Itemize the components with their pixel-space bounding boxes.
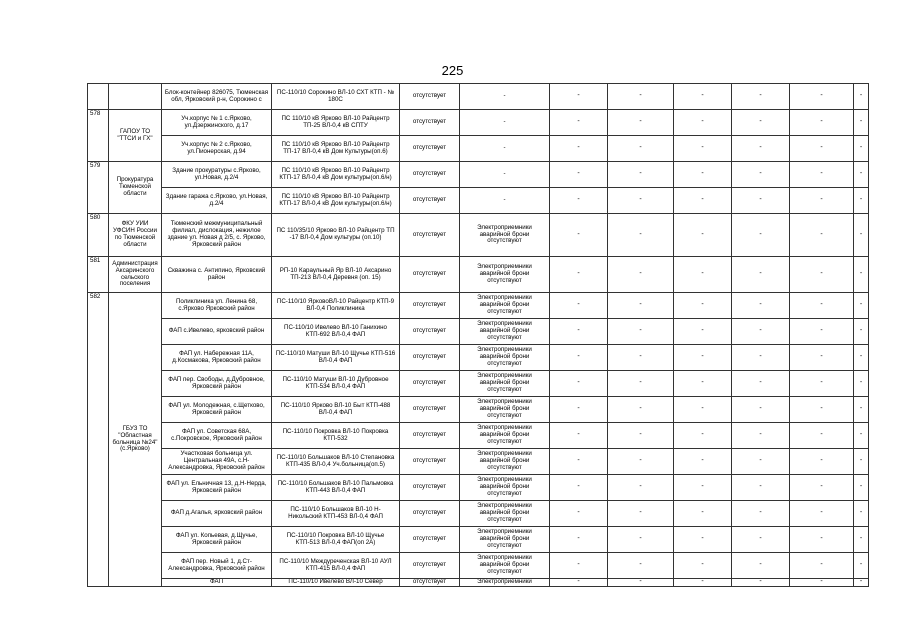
dash-cell: - [550,188,608,214]
dash-cell: - [674,501,732,527]
status-cell: отсутствует [400,579,460,587]
feeder-cell: ПС-110/10 Покровка ВЛ-10 Покровка КТП-532 [272,423,400,449]
dash-cell: - [608,345,674,371]
note-cell: Электроприемники аварийной брони отсутствуют [460,319,550,345]
dash-cell: - [790,371,854,397]
object-cell: Здание гаража с.Ярково, ул.Новая, д.2/4 [162,188,272,214]
table-row [88,397,869,423]
note-cell: Электроприемники аварийной брони отсутствуют [460,423,550,449]
dash-cell: - [732,214,790,257]
dash-cell: - [854,293,869,319]
dash-cell: - [608,319,674,345]
dash-cell: - [550,423,608,449]
status-cell: отсутствует [400,257,460,293]
dash-cell: - [550,84,608,110]
status-cell: отсутствует [400,449,460,475]
dash-cell: - [550,293,608,319]
dash-cell: - [550,162,608,188]
object-cell: Здание прокуратуры с.Ярково, ул.Новая, д.2/4 [162,162,272,188]
object-cell: Скважина с. Антипино, Ярковский район [162,257,272,293]
dash-cell: - [608,257,674,293]
table-row [88,449,869,475]
row-number-cell: 582 [88,293,109,587]
row-number-cell: 581 [88,257,109,293]
dash-cell: - [854,553,869,579]
table-row [88,293,869,319]
dash-cell: - [854,214,869,257]
dash-cell: - [674,397,732,423]
dash-cell: - [790,475,854,501]
dash-cell: - [608,214,674,257]
dash-cell: - [550,110,608,136]
dash-cell: - [854,84,869,110]
dash-cell: - [608,423,674,449]
feeder-cell: ПС 110/10 кВ Ярково ВЛ-10 Райцентр КТП-17 ВЛ-0,4 кВ Дом культуры(оп.6/н) [272,162,400,188]
status-cell: отсутствует [400,188,460,214]
feeder-cell: ПС-110/10 Матуши ВЛ-10 Дубровное КТП-534 ВЛ-0,4 ФАП [272,371,400,397]
row-number-cell [88,84,109,110]
feeder-cell: ПС-110/10 Ивелево ВЛ-10 Север [272,579,400,587]
dash-cell: - [790,257,854,293]
row-number-cell: 580 [88,214,109,257]
table-row [88,257,869,293]
dash-cell: - [854,162,869,188]
dash-cell: - [790,188,854,214]
object-cell: Участковая больница ул. Центральная 49А, с.Н-Александровка, Ярковский район [162,449,272,475]
dash-cell: - [550,136,608,162]
dash-cell: - [854,371,869,397]
dash-cell: - [674,162,732,188]
dash-cell: - [674,110,732,136]
feeder-cell: ПС-110/10 Матуши ВЛ-10 Щучье КТП-516 ВЛ-0,4 ФАП [272,345,400,371]
feeder-cell: ПС 110/10 кВ Ярково ВЛ-10 Райцентр ТП-17 ВЛ-0,4 кВ Дом Культуры(оп.6) [272,136,400,162]
status-cell: отсутствует [400,501,460,527]
dash-cell: - [732,293,790,319]
dash-cell: - [608,84,674,110]
table-row [88,214,869,257]
dash-cell: - [674,579,732,587]
dash-cell: - [550,319,608,345]
table-row [88,423,869,449]
object-cell: ФАП пер. Новый 1, д.Ст-Александровка, Ярковский район [162,553,272,579]
dash-cell: - [550,449,608,475]
object-cell: ФАП ул. Набережная 11А, д.Космакова, Ярковский район [162,345,272,371]
dash-cell: - [674,423,732,449]
object-cell: ФАП ул. Ельничная 13, д.Н-Нерда, Ярковский район [162,475,272,501]
note-cell: Электроприемники аварийной брони отсутствуют [460,371,550,397]
table-row [88,527,869,553]
organization-cell: ГБУЗ ТО "Областная больница №24" (с.Ярково) [109,293,162,587]
feeder-cell: ПС-110/10 Междуреченская ВЛ-10 АУЛ КТП-415 ВЛ-0,4 ФАП [272,553,400,579]
table-row [88,579,869,587]
note-cell: - [460,136,550,162]
dash-cell: - [608,527,674,553]
note-cell: Электроприемники аварийной брони отсутствуют [460,293,550,319]
dash-cell: - [732,579,790,587]
status-cell: отсутствует [400,84,460,110]
dash-cell: - [674,527,732,553]
dash-cell: - [854,136,869,162]
dash-cell: - [608,397,674,423]
dash-cell: - [550,553,608,579]
dash-cell: - [790,319,854,345]
dash-cell: - [674,293,732,319]
dash-cell: - [674,136,732,162]
dash-cell: - [674,553,732,579]
organization-cell: Администрация Аксаринского сельского поселения [109,257,162,293]
dash-cell: - [790,214,854,257]
status-cell: отсутствует [400,319,460,345]
dash-cell: - [790,397,854,423]
dash-cell: - [790,345,854,371]
status-cell: отсутствует [400,371,460,397]
dash-cell: - [790,579,854,587]
feeder-cell: ПС-110/10 Сорокино ВЛ-10 СХТ КТП - № 180С [272,84,400,110]
dash-cell: - [790,84,854,110]
table-row [88,110,869,136]
feeder-cell: ПС-110/10 Большаков ВЛ-10 Н-Никольский КТП-453 ВЛ-0,4 ФАП [272,501,400,527]
dash-cell: - [732,257,790,293]
dash-cell: - [732,136,790,162]
object-cell: Тюменский межмуниципальный филиал, дислокация, нежилое здание ул. Новая д 2/5, с. Ярково, Ярковский район [162,214,272,257]
dash-cell: - [854,579,869,587]
dash-cell: - [732,553,790,579]
table-row [88,162,869,188]
dash-cell: - [608,293,674,319]
object-cell: ФАП ул. Советская 68А, с.Покровское, Ярковский район [162,423,272,449]
dash-cell: - [608,371,674,397]
feeder-cell: ПС 110/35/10 Ярково ВЛ-10 Райцентр ТП -17 ВЛ-0,4 Дом культуры (оп.10) [272,214,400,257]
dash-cell: - [854,345,869,371]
dash-cell: - [550,397,608,423]
note-cell: Электроприемники аварийной брони отсутствуют [460,345,550,371]
table-row [88,345,869,371]
object-cell: ФАП [162,579,272,587]
note-cell: Электроприемники аварийной брони отсутствуют [460,501,550,527]
dash-cell: - [674,84,732,110]
note-cell: Электроприемники аварийной брони отсутствуют [460,449,550,475]
dash-cell: - [732,188,790,214]
note-cell: Электроприемники аварийной брони отсутствуют [460,257,550,293]
note-cell: - [460,84,550,110]
note-cell: Электроприемники аварийной брони отсутствуют [460,527,550,553]
data-table [87,83,869,587]
dash-cell: - [790,110,854,136]
table-row [88,553,869,579]
dash-cell: - [608,553,674,579]
status-cell: отсутствует [400,162,460,188]
dash-cell: - [854,319,869,345]
dash-cell: - [854,475,869,501]
note-cell: Электроприемники аварийной брони отсутствуют [460,553,550,579]
dash-cell: - [732,449,790,475]
dash-cell: - [854,110,869,136]
note-cell: Электроприемники аварийной брони отсутствуют [460,397,550,423]
object-cell: Уч.корпус № 1 с.Ярково, ул.Дзержинского, д.17 [162,110,272,136]
dash-cell: - [550,257,608,293]
feeder-cell: ПС-110/10 Большаков ВЛ-10 Пальмовка КТП-443 ВЛ-0,4 ФАП [272,475,400,501]
dash-cell: - [790,527,854,553]
dash-cell: - [732,110,790,136]
status-cell: отсутствует [400,423,460,449]
table-row [88,319,869,345]
object-cell: Поликлиника ул. Ленина 68, с.Ярково Ярковский район [162,293,272,319]
dash-cell: - [550,501,608,527]
object-cell: ФАП ул. Копьевая, д.Щучье, Ярковский район [162,527,272,553]
note-cell: - [460,110,550,136]
object-cell: ФАП пер. Свободы, д.Дубровное, Ярковский район [162,371,272,397]
feeder-cell: ПС-110/10 ЯрковоВЛ-10 Райцентр КТП-9 ВЛ-0,4 Поликлиника [272,293,400,319]
dash-cell: - [854,527,869,553]
note-cell: Электроприемники [460,579,550,587]
row-number-cell: 578 [88,110,109,162]
dash-cell: - [790,136,854,162]
dash-cell: - [790,293,854,319]
status-cell: отсутствует [400,214,460,257]
dash-cell: - [550,214,608,257]
table-row [88,501,869,527]
dash-cell: - [854,257,869,293]
dash-cell: - [732,397,790,423]
feeder-cell: ПС 110/10 кВ Ярково ВЛ-10 Райцентр КТП-17 ВЛ-0,4 кВ Дом культуры(оп.6/н) [272,188,400,214]
table-row [88,136,869,162]
dash-cell: - [550,371,608,397]
dash-cell: - [608,449,674,475]
feeder-cell: ПС-110/10 Большаков ВЛ-10 Степановка КТП-435 ВЛ-0,4 Уч.больница(оп.5) [272,449,400,475]
dash-cell: - [550,475,608,501]
dash-cell: - [674,257,732,293]
feeder-cell: РП-10 Караульный Яр ВЛ-10 Аксарино ТП-213 ВЛ-0,4 Деревня (оп. 15) [272,257,400,293]
dash-cell: - [790,162,854,188]
dash-cell: - [854,501,869,527]
dash-cell: - [790,449,854,475]
dash-cell: - [608,110,674,136]
dash-cell: - [790,423,854,449]
dash-cell: - [674,475,732,501]
dash-cell: - [608,162,674,188]
row-number-cell: 579 [88,162,109,214]
dash-cell: - [732,371,790,397]
dash-cell: - [674,188,732,214]
note-cell: - [460,188,550,214]
object-cell: ФАП д.Агалья, ярковский район [162,501,272,527]
object-cell: Уч.корпус № 2 с.Ярково, ул.Пионерская, д.94 [162,136,272,162]
dash-cell: - [854,423,869,449]
dash-cell: - [732,84,790,110]
dash-cell: - [790,553,854,579]
dash-cell: - [732,423,790,449]
feeder-cell: ПС 110/10 кВ Ярково ВЛ-10 Райцентр ТП-25 ВЛ-0,4 кВ СПТУ [272,110,400,136]
table-row [88,84,869,110]
dash-cell: - [674,319,732,345]
note-cell: Электроприемники аварийной брони отсутствуют [460,475,550,501]
dash-cell: - [550,527,608,553]
dash-cell: - [854,449,869,475]
page-number: 225 [441,63,464,78]
dash-cell: - [732,319,790,345]
dash-cell: - [608,188,674,214]
dash-cell: - [854,397,869,423]
dash-cell: - [732,345,790,371]
organization-cell: ФКУ УИИ УФСИН России по Тюменской области [109,214,162,257]
note-cell: - [460,162,550,188]
feeder-cell: ПС-110/10 Покровка ВЛ-10 Щучье КТП-513 ВЛ-0,4 ФАП(оп 2А) [272,527,400,553]
dash-cell: - [674,371,732,397]
note-cell: Электроприемники аварийной брони отсутствуют [460,214,550,257]
dash-cell: - [550,579,608,587]
dash-cell: - [608,475,674,501]
organization-cell: ГАПОУ ТО "ТТСИ и ГХ" [109,110,162,162]
object-cell: ФАП с.Ивелево, ярковский район [162,319,272,345]
dash-cell: - [790,501,854,527]
feeder-cell: ПС-110/10 Ивелево ВЛ-10 Ганихино КТП-692 ВЛ-0,4 ФАП [272,319,400,345]
status-cell: отсутствует [400,527,460,553]
status-cell: отсутствует [400,345,460,371]
status-cell: отсутствует [400,553,460,579]
dash-cell: - [732,527,790,553]
status-cell: отсутствует [400,475,460,501]
organization-cell: Прокуратура Тюменской области [109,162,162,214]
status-cell: отсутствует [400,293,460,319]
dash-cell: - [674,345,732,371]
dash-cell: - [732,162,790,188]
dash-cell: - [550,345,608,371]
object-cell: ФАП ул. Молодежная, с.Щетково, Ярковский район [162,397,272,423]
dash-cell: - [608,579,674,587]
organization-cell [109,84,162,110]
feeder-cell: ПС-110/10 Ярково ВЛ-10 Быт КТП-488 ВЛ-0,4 ФАП [272,397,400,423]
object-cell: Блок-контейнер 826075, Тюменская обл, Ярковский р-н, Сорокино с [162,84,272,110]
status-cell: отсутствует [400,136,460,162]
dash-cell: - [608,501,674,527]
table-row [88,475,869,501]
dash-cell: - [674,214,732,257]
dash-cell: - [732,475,790,501]
dash-cell: - [732,501,790,527]
table-row [88,371,869,397]
dash-cell: - [854,188,869,214]
status-cell: отсутствует [400,110,460,136]
dash-cell: - [608,136,674,162]
status-cell: отсутствует [400,397,460,423]
table-row [88,188,869,214]
dash-cell: - [674,449,732,475]
